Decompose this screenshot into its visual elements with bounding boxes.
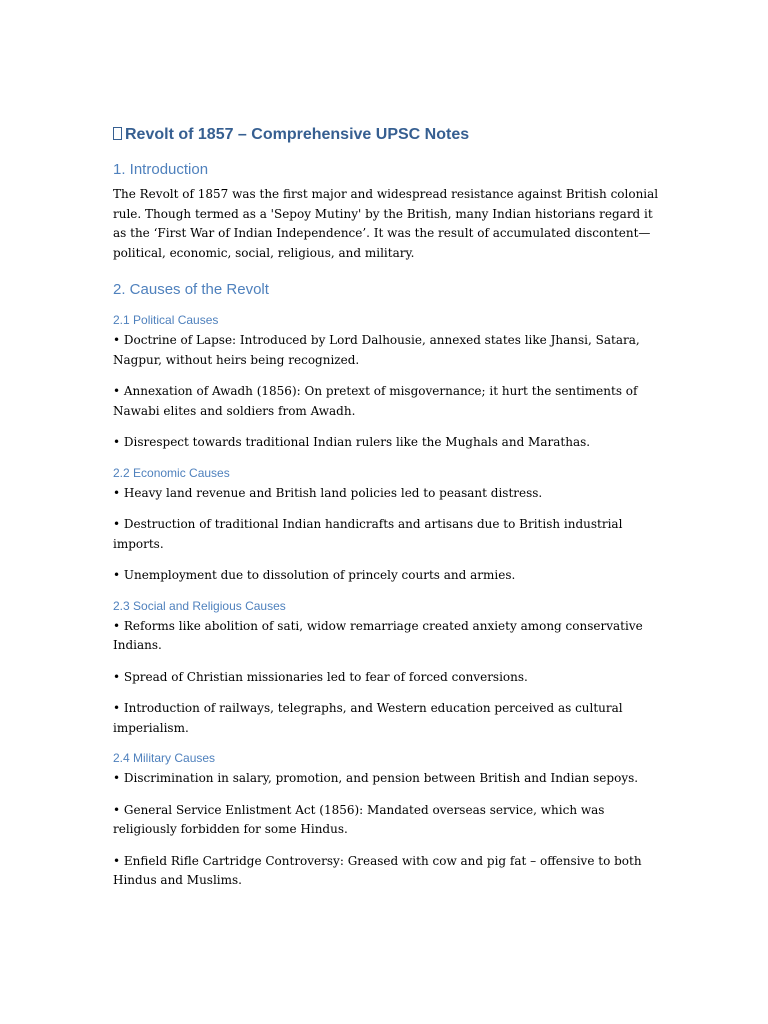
section-causes bbox=[113, 280, 661, 891]
section-heading: 1. Introduction bbox=[113, 161, 209, 178]
bullet-item: • Disrespect towards traditional Indian rulers like the Mughals and Marathas. bbox=[113, 435, 591, 449]
bullet-item: • Introduction of railways, telegraphs, and Western education perceived as cultural imperialism. bbox=[113, 701, 623, 735]
section-paragraph: The Revolt of 1857 was the first major and widespread resistance against British colonial rule. Though termed as a 'Sepoy Mutiny' by the British, many Indian historians regard it as the ‘First War of Indian Independence’. It was the result of accumulated discontent—political, economic, social, religious, and military. bbox=[113, 187, 659, 260]
subsection-heading: 2.3 Social and Religious Causes bbox=[113, 598, 286, 613]
subsection-military-causes bbox=[113, 750, 661, 891]
bullet-item: • Enfield Rifle Cartridge Controversy: Greased with cow and pig fat – offensive to both Hindus and Muslims. bbox=[113, 853, 642, 887]
subsection-social-religious-causes bbox=[113, 598, 661, 739]
subsection-economic-causes bbox=[113, 465, 661, 586]
subsection-heading: 2.1 Political Causes bbox=[113, 313, 219, 327]
document-title bbox=[113, 124, 661, 146]
bullet-item: • Destruction of traditional Indian handicrafts and artisans due to British industrial imports. bbox=[113, 517, 623, 551]
subsection-heading: 2.4 Military Causes bbox=[113, 751, 216, 765]
bullet-item: • Spread of Christian missionaries led to fear of forced conversions. bbox=[113, 669, 528, 684]
subsection-heading: 2.2 Economic Causes bbox=[113, 465, 230, 480]
bullet-item: • General Service Enlistment Act (1856): Mandated overseas service, which was religiously forbidden for some Hindus. bbox=[113, 802, 605, 836]
section-introduction bbox=[113, 160, 661, 263]
bullet-item: • Unemployment due to dissolution of princely courts and armies. bbox=[113, 568, 516, 582]
document-page bbox=[113, 124, 661, 903]
bullet-item: • Reforms like abolition of sati, widow remarriage created anxiety among conservative Indians. bbox=[113, 618, 643, 652]
bullet-item: • Discrimination in salary, promotion, and pension between British and Indian sepoys. bbox=[113, 771, 639, 785]
bullet-item: • Annexation of Awadh (1856): On pretext of misgovernance; it hurt the sentiments of Nawabi elites and soldiers from Awadh. bbox=[113, 384, 638, 418]
bullet-item: • Doctrine of Lapse: Introduced by Lord Dalhousie, annexed states like Jhansi, Satara, Nagpur, without heirs being recognized. bbox=[113, 333, 640, 367]
document-title-text: Revolt of 1857 – Comprehensive UPSC Notes bbox=[125, 126, 470, 143]
subsection-political-causes bbox=[113, 312, 661, 453]
section-heading: 2. Causes of the Revolt bbox=[113, 281, 269, 298]
missing-glyph-icon bbox=[113, 127, 122, 140]
bullet-item: • Heavy land revenue and British land policies led to peasant distress. bbox=[113, 485, 543, 500]
